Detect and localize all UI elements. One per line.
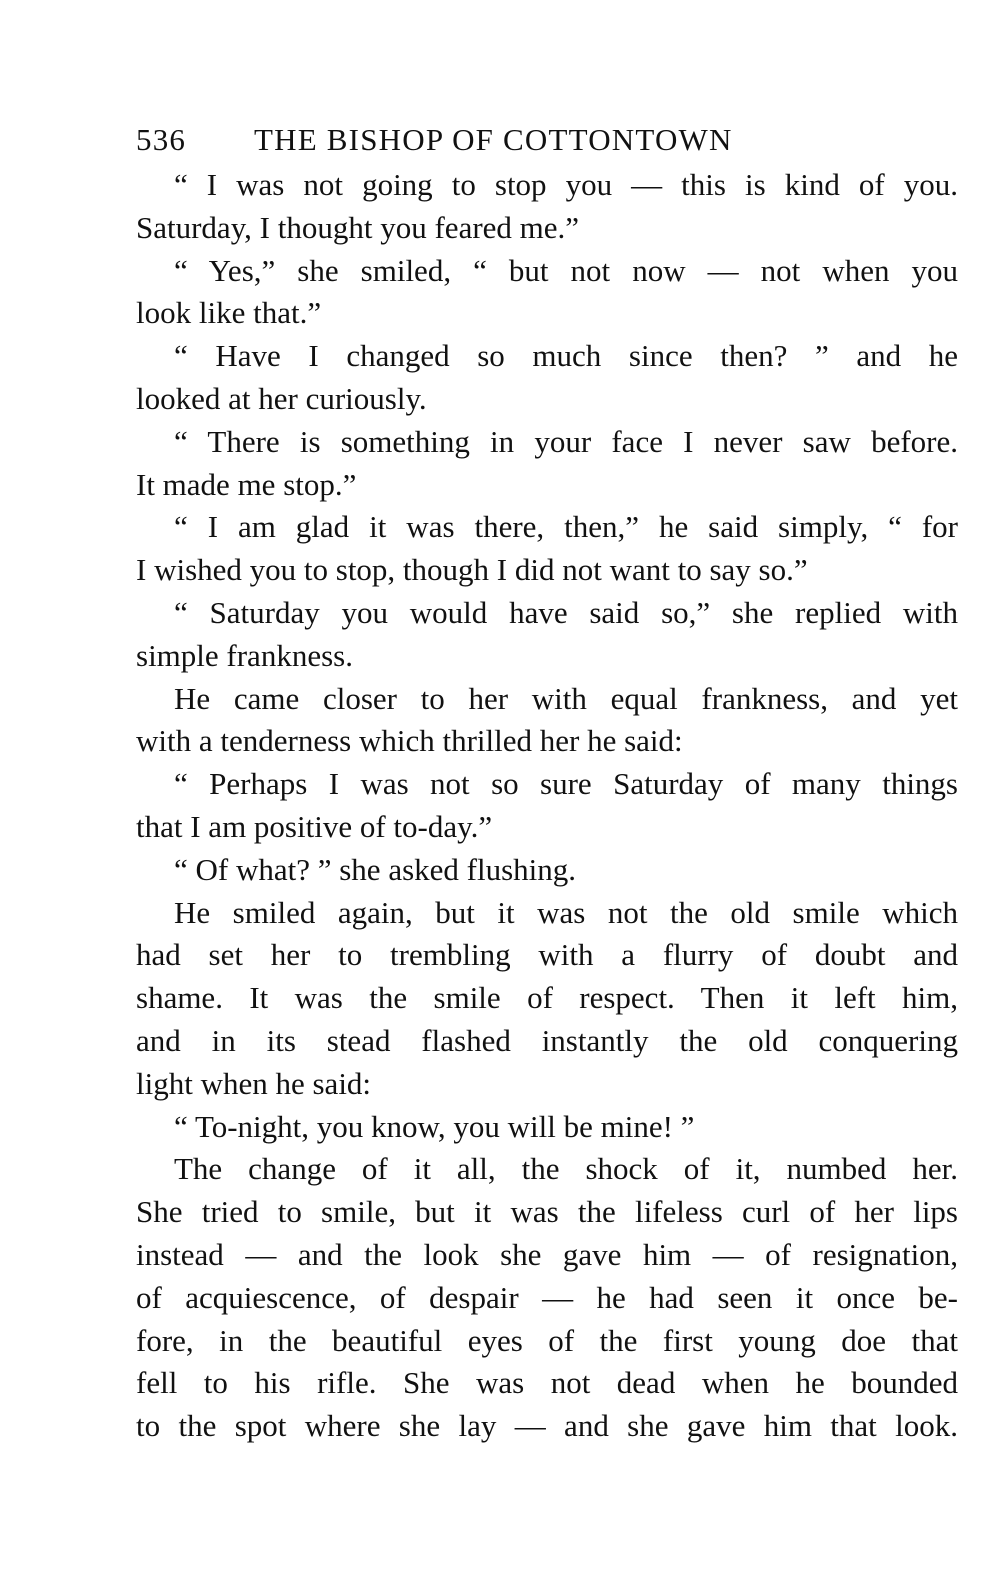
text-line-content: and in its stead flashed instantly the old conquering — [136, 1022, 958, 1058]
text-line-content: had set her to trembling with a flurry of doubt and — [136, 937, 958, 973]
text-line-content: She tried to smile, but it was the lifeless curl of her lips — [136, 1194, 958, 1230]
text-line-content: shame. It was the smile of respect. Then it left him, — [136, 980, 958, 1016]
text-line — [136, 1234, 958, 1277]
text-line-content: “ I was not going to stop you — this is kind of you. — [174, 167, 958, 202]
text-line-content: “ There is something in your face I never saw before. — [174, 423, 958, 459]
text-line — [136, 1148, 958, 1191]
text-line — [136, 1106, 958, 1149]
text-line-content: “ Saturday you would have said so,” she replied with — [174, 594, 958, 630]
page-number: 536 — [136, 122, 187, 157]
text-line-content: instead — and the look she gave him — of resignation, — [136, 1236, 958, 1272]
text-line-content: with a tenderness which thrilled her he said: — [136, 723, 683, 759]
text-line — [136, 1362, 958, 1405]
text-line — [136, 678, 958, 721]
text-line — [136, 892, 958, 935]
text-line — [136, 1405, 958, 1448]
text-line-content: look like that.” — [136, 295, 322, 331]
running-title: THE BISHOP OF COTTONTOWN — [254, 122, 733, 157]
text-line-content: “ Have I changed so much since then? ” and he — [174, 338, 958, 374]
text-line — [136, 421, 958, 464]
text-line — [136, 635, 958, 678]
text-line-content: I wished you to stop, though I did not want to say so.” — [136, 552, 808, 588]
text-line — [136, 464, 958, 507]
text-line-content: light when he said: — [136, 1065, 372, 1101]
text-line — [136, 1063, 958, 1106]
text-line-content: simple frankness. — [136, 637, 353, 673]
text-line — [136, 549, 958, 592]
text-line-content: fell to his rifle. She was not dead when he bounded — [136, 1365, 958, 1401]
text-line-content: “ Perhaps I was not so sure Saturday of many things — [174, 766, 958, 802]
text-line-content: It made me stop.” — [136, 466, 357, 502]
text-line-content: to the spot where she lay — and she gave him that look. — [136, 1408, 958, 1444]
book-page — [136, 118, 958, 1448]
text-line-content: “ Yes,” she smiled, “ but not now — not when you — [174, 252, 958, 288]
text-line-content: He smiled again, but it was not the old smile which — [174, 894, 958, 930]
text-line — [136, 849, 958, 892]
text-line — [136, 763, 958, 806]
running-head — [136, 118, 958, 162]
text-line — [136, 335, 958, 378]
text-line-content: Saturday, I thought you feared me.” — [136, 209, 580, 245]
text-line-content: “ Of what? ” she asked flushing. — [174, 851, 577, 887]
text-line — [136, 1191, 958, 1234]
text-line — [136, 1320, 958, 1363]
text-line — [136, 806, 958, 849]
text-line-content: looked at her curiously. — [136, 380, 427, 416]
body-text — [136, 164, 958, 1448]
text-line — [136, 592, 958, 635]
text-line — [136, 934, 958, 977]
text-line — [136, 292, 958, 335]
text-line-content: The change of it all, the shock of it, numbed her. — [174, 1151, 958, 1187]
text-line — [136, 506, 958, 549]
text-line-content: fore, in the beautiful eyes of the first young doe that — [136, 1322, 958, 1358]
text-line-content: that I am positive of to-day.” — [136, 808, 493, 844]
text-line — [136, 720, 958, 763]
text-line — [136, 207, 958, 250]
text-line — [136, 164, 958, 207]
text-line — [136, 977, 958, 1020]
text-line-content: of acquiescence, of despair — he had seen it once be- — [136, 1279, 958, 1315]
text-line-content: “ To-night, you know, you will be mine! ” — [174, 1108, 695, 1144]
text-line — [136, 1020, 958, 1063]
text-line — [136, 378, 958, 421]
text-line-content: “ I am glad it was there, then,” he said simply, “ for — [174, 509, 958, 545]
text-line-content: He came closer to her with equal frankness, and yet — [174, 680, 958, 716]
text-line — [136, 250, 958, 293]
text-line — [136, 1277, 958, 1320]
